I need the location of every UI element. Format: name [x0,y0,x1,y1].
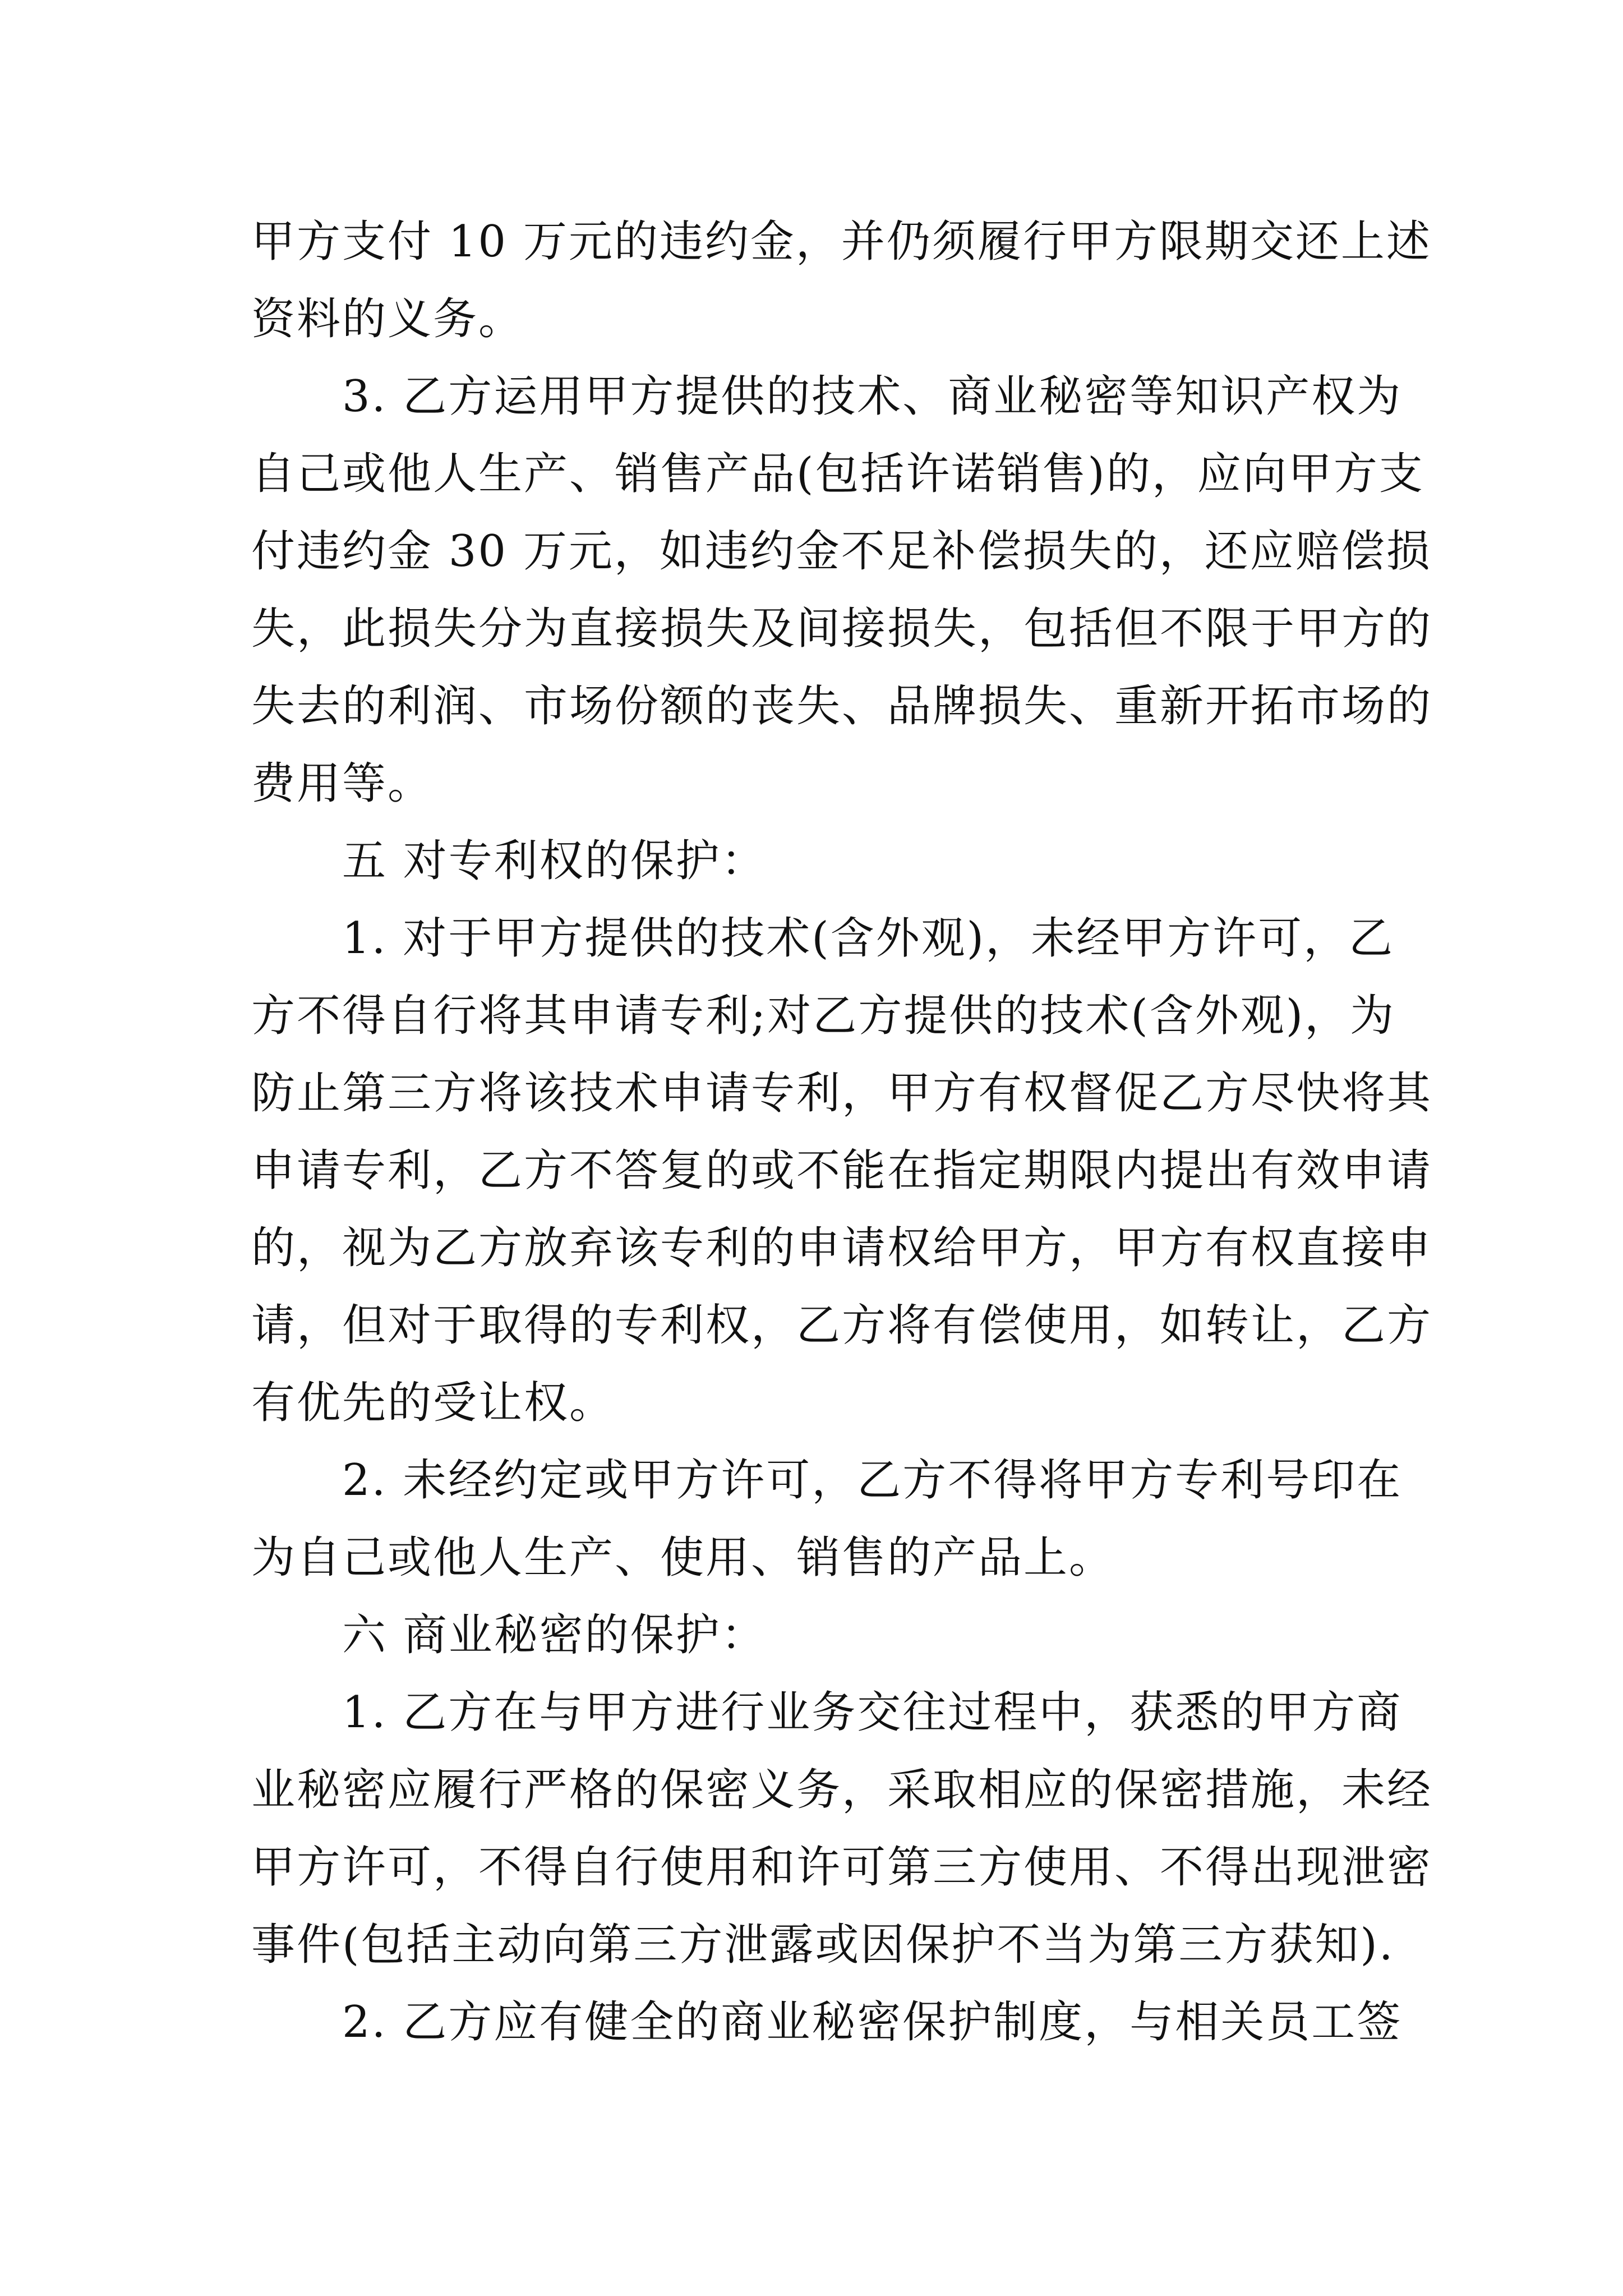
document-line: 付违约金 30 万元，如违约金不足补偿损失的，还应赔偿损 [251,526,1432,577]
document-line: 为自己或他人生产、使用、销售的产品上。 [251,1533,1115,1583]
document-line: 业秘密应履行严格的保密义务，采取相应的保密措施，未经 [251,1765,1433,1815]
document-line: 失，此损失分为直接损失及间接损失，包括但不限于甲方的 [251,604,1433,654]
document-line: 防止第三方将该技术申请专利，甲方有权督促乙方尽快将其 [251,1068,1433,1119]
document-line: 1. 乙方在与甲方进行业务交往过程中，获悉的甲方商 [342,1687,1403,1738]
document-line: 五 对专利权的保护： [342,836,767,886]
document-line: 申请专利，乙方不答复的或不能在指定期限内提出有效申请 [251,1145,1433,1196]
document-line: 3. 乙方运用甲方提供的技术、商业秘密等知识产权为 [342,371,1403,422]
document-line: 甲方支付 10 万元的违约金，并仍须履行甲方限期交还上述 [251,217,1432,267]
document-body [251,203,1433,2061]
document-line: 有优先的受让权。 [251,1378,615,1428]
document-line: 六 商业秘密的保护： [342,1610,767,1660]
document-line: 2. 未经约定或甲方许可，乙方不得将甲方专利号印在 [342,1455,1403,1506]
document-line: 2. 乙方应有健全的商业秘密保护制度，与相关员工签 [342,1997,1403,2047]
document-line: 资料的义务。 [251,294,524,344]
document-line: 方不得自行将其申请专利;对乙方提供的技术(含外观)，为 [251,991,1396,1041]
document-line: 甲方许可，不得自行使用和许可第三方使用、不得出现泄密 [251,1842,1433,1893]
document-line: 自己或他人生产、销售产品(包括许诺销售)的，应向甲方支 [251,449,1424,499]
document-line: 费用等。 [251,758,434,809]
document-line: 的，视为乙方放弃该专利的申请权给甲方，甲方有权直接申 [251,1223,1433,1273]
document-line: 请，但对于取得的专利权，乙方将有偿使用，如转让，乙方 [251,1300,1433,1351]
document-line: 失去的利润、市场份额的丧失、品牌损失、重新开拓市场的 [251,681,1433,731]
document-line: 事件(包括主动向第三方泄露或因保护不当为第三方获知). [251,1920,1395,1970]
document-line: 1. 对于甲方提供的技术(含外观)，未经甲方许可，乙 [342,913,1395,964]
